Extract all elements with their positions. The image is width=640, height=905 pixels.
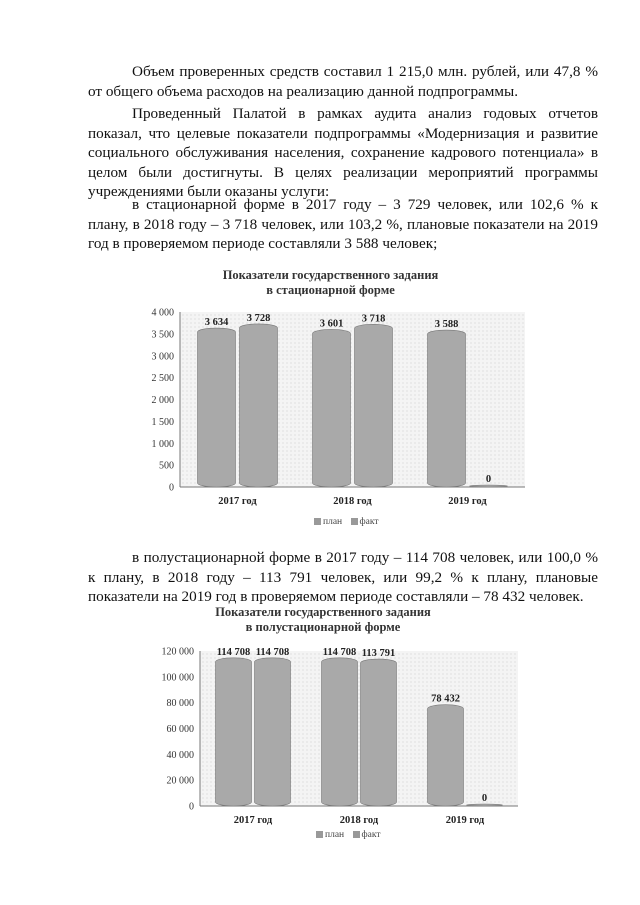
y-tick-label: 1 000: [151, 438, 174, 450]
legend-item-plan: план: [316, 830, 344, 840]
legend-item-fact: факт: [353, 830, 381, 840]
data-label: 114 708: [255, 646, 290, 658]
bar-план: [313, 329, 351, 487]
data-label: 3 588: [434, 319, 459, 331]
y-tick-label: 500: [159, 460, 174, 472]
bar-факт: [361, 659, 397, 806]
bar-факт: [355, 324, 393, 487]
chart-semistationary: [118, 605, 528, 860]
x-tick-label: 2017 год: [218, 496, 257, 507]
y-tick-label: 20 000: [166, 775, 194, 787]
bar-факт: [470, 485, 508, 487]
bar-план: [428, 705, 464, 806]
chart-legend: [314, 517, 385, 527]
chart-legend: [316, 830, 387, 840]
legend-swatch: [351, 518, 358, 525]
y-tick-label: 0: [189, 801, 194, 813]
chart-title-line1: Показатели государственного задания: [222, 268, 439, 282]
data-label: 113 791: [361, 648, 396, 660]
chart-title-line1: Показатели государственного задания: [215, 605, 431, 619]
data-label: 114 708: [216, 646, 251, 658]
y-tick-label: 2 500: [151, 373, 174, 385]
paragraph-3: в стационарной форме в 2017 году – 3 729 человек, или 102,6 % к плану, в 2018 году – 3 718 человек, или 103,2 %, плановые показатели на 2019 год в проверяемом периоде составляли 3 588 человек;: [88, 196, 598, 252]
x-tick-label: 2018 год: [339, 815, 379, 826]
y-tick-label: 40 000: [166, 749, 194, 761]
y-tick-label: 4 000: [151, 307, 174, 319]
x-tick-label: 2017 год: [233, 815, 273, 826]
x-tick-label: 2019 год: [445, 815, 485, 826]
y-tick-label: 3 000: [151, 351, 174, 363]
chart-title-line2: в стационарной форме: [266, 283, 395, 297]
legend-item-plan: план: [314, 517, 342, 527]
legend-swatch: [316, 831, 323, 838]
x-tick-label: 2019 год: [448, 496, 487, 507]
bar-план: [216, 658, 252, 806]
bar-факт: [240, 324, 278, 487]
y-tick-label: 60 000: [166, 724, 194, 735]
chart-title-line2: в полустационарной форме: [245, 620, 401, 634]
paragraph-4: в полустационарной форме в 2017 году – 114 708 человек, или 100,0 % к плану, в 2018 году – 113 791 человек, или 99,2 % к плану, плановые показатели на 2019 год в проверяемом периоде составляли – 78 432 человек.: [88, 549, 598, 605]
legend-swatch: [314, 518, 321, 525]
bar-факт: [255, 658, 291, 806]
bar-план: [198, 328, 236, 487]
y-tick-label: 0: [169, 482, 174, 494]
data-label: 78 432: [431, 693, 460, 705]
data-label: 3 634: [204, 317, 229, 329]
y-tick-label: 2 000: [151, 395, 174, 406]
legend-item-fact: факт: [351, 517, 379, 527]
bar-факт: [467, 804, 503, 806]
legend-swatch: [353, 831, 360, 838]
bar-план: [322, 658, 358, 806]
data-label: 114 708: [322, 646, 357, 658]
data-label: 0: [481, 793, 488, 804]
chart-stationary: [118, 262, 543, 537]
y-tick-label: 100 000: [161, 672, 194, 684]
data-label: 3 601: [319, 318, 344, 330]
data-label: 3 718: [361, 313, 386, 325]
chart-stationary-plot: [118, 262, 543, 537]
y-tick-label: 120 000: [161, 646, 194, 658]
y-tick-label: 3 500: [151, 329, 174, 341]
data-label: 0: [485, 474, 492, 485]
y-tick-label: 80 000: [166, 698, 194, 710]
paragraph-1: Объем проверенных средств составил 1 215,0 млн. рублей, или 47,8 % от общего объема расходов на реализацию данной подпрограммы.: [88, 63, 598, 100]
data-label: 3 728: [246, 312, 271, 324]
chart-semistationary-plot: [118, 605, 528, 860]
paragraph-2: Проведенный Палатой в рамках аудита анализ годовых отчетов показал, что целевые показатели подпрограммы «Модернизация и развитие социального обслуживания населения, сохранение кадрового потенциала» в целом были достигнуты. В целях реализации мероприятий программы учреждениями были оказаны услуги:: [88, 105, 598, 200]
x-tick-label: 2018 год: [333, 496, 372, 507]
y-tick-label: 1 500: [151, 416, 174, 428]
bar-план: [428, 330, 466, 487]
